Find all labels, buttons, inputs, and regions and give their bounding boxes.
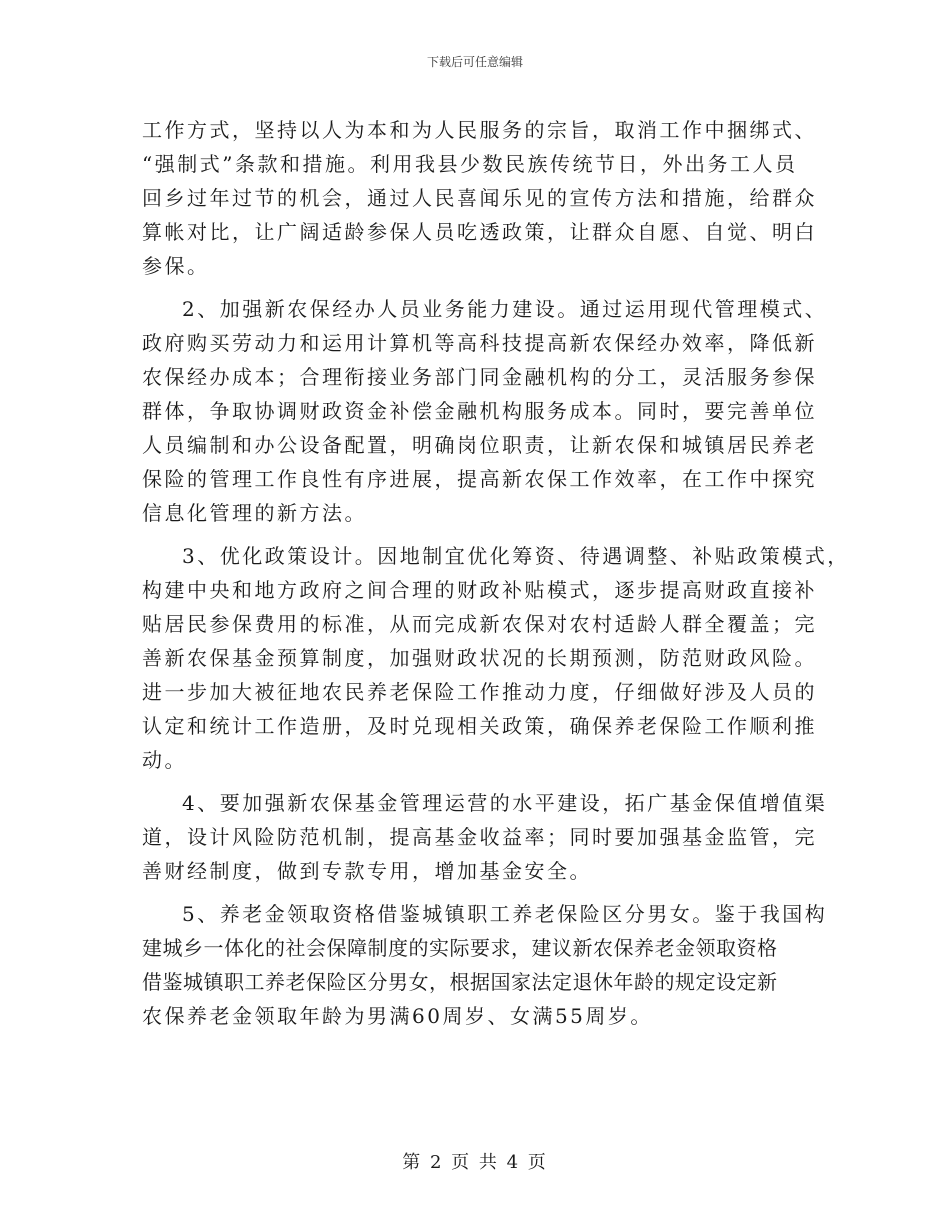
text-line: 进一步加大被征地农民养老保险工作推动力度，仔细做好涉及人员的: [142, 680, 817, 704]
text-line: 2、加强新农保经办人员业务能力建设。通过运用现代管理模式、: [182, 297, 828, 321]
text-line: 人员编制和办公设备配置，明确岗位职责，让新农保和城镇居民养老: [142, 433, 817, 457]
text-line: 3、优化政策设计。因地制宜优化筹资、待遇调整、补贴政策模式，: [182, 544, 850, 568]
paragraph-5: [142, 897, 828, 1033]
paragraph-4: [142, 786, 828, 888]
text-line: 借鉴城镇职工养老保险区分男女，根据国家法定退休年龄的规定设定新: [142, 970, 778, 994]
text-line: 保险的管理工作良性有序进展，提高新农保工作效率，在工作中探究: [142, 467, 817, 491]
text-line: 群体，争取协调财政资金补偿金融机构服务成本。同时，要完善单位: [142, 399, 817, 423]
text-line: 算帐对比，让广阔适龄参保人员吃透政策，让群众自愿、自觉、明白: [142, 220, 817, 244]
text-line: 善财经制度，做到专款专用，增加基金安全。: [142, 859, 592, 883]
text-line: 回乡过年过节的机会，通过人民喜闻乐见的宣传方法和措施，给群众: [142, 186, 817, 210]
paragraph-3: [142, 539, 850, 777]
text-line: 4、要加强新农保基金管理运营的水平建设，拓广基金保值增值渠: [182, 791, 828, 815]
text-line: 认定和统计工作造册，及时兑现相关政策，确保养老保险工作顺利推: [142, 714, 817, 738]
text-line: 建城乡一体化的社会保障制度的实际要求，建议新农保养老金领取资格: [142, 936, 778, 960]
page-header: 下载后可任意编辑: [426, 55, 523, 69]
text-line: 工作方式，坚持以人为本和为人民服务的宗旨，取消工作中捆绑式、: [142, 118, 817, 142]
paragraph-2: [142, 292, 828, 530]
text-line: 动。: [142, 748, 187, 772]
document-body: [142, 113, 850, 1033]
text-line: “强制式”条款和措施。利用我县少数民族传统节日，外出务工人员: [142, 152, 798, 176]
page-number-footer: 第 2 页 共 4 页: [402, 1152, 548, 1173]
text-line: 5、养老金领取资格借鉴城镇职工养老保险区分男女。鉴于我国构: [182, 902, 828, 926]
text-line: 贴居民参保费用的标准，从而完成新农保对农村适龄人群全覆盖；完: [142, 612, 817, 636]
text-line: 农保经办成本；合理衔接业务部门同金融机构的分工，灵活服务参保: [142, 365, 817, 389]
text-line: 构建中央和地方政府之间合理的财政补贴模式，逐步提高财政直接补: [142, 578, 817, 602]
text-line: 农保养老金领取年龄为男满60周岁、女满55周岁。: [142, 1004, 653, 1028]
paragraph-1: [142, 113, 816, 283]
text-line: 参保。: [142, 254, 210, 278]
text-line: 道，设计风险防范机制，提高基金收益率；同时要加强基金监管，完: [142, 825, 817, 849]
text-line: 政府购买劳动力和运用计算机等高科技提高新农保经办效率，降低新: [142, 331, 817, 355]
text-line: 信息化管理的新方法。: [142, 501, 367, 525]
text-line: 善新农保基金预算制度，加强财政状况的长期预测，防范财政风险。: [142, 646, 817, 670]
